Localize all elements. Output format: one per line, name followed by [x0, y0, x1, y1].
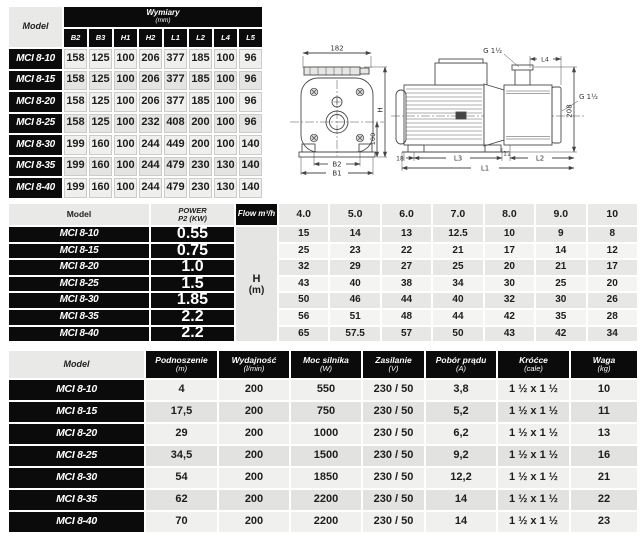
head-value-cell: 38	[381, 276, 432, 293]
value-cell: 100	[113, 177, 138, 199]
performance-table-header	[8, 203, 638, 226]
flow-value-header: 8.0	[484, 203, 535, 226]
value-cell: 4	[145, 379, 218, 401]
group-header-unit: (mm)	[155, 16, 171, 24]
value-cell: 21	[570, 467, 638, 489]
value-cell: 185	[188, 91, 213, 113]
model-cell: MCI 8-20	[8, 259, 150, 276]
head-value-cell: 50	[432, 326, 483, 343]
head-value-cell: 32	[484, 292, 535, 309]
value-cell: 100	[213, 91, 238, 113]
value-cell: 1 ½ x 1 ½	[497, 489, 570, 511]
dim-b1-label: B1	[332, 169, 342, 178]
value-cell: 125	[88, 70, 113, 92]
model-cell: MCI 8-15	[8, 70, 63, 92]
value-cell: 479	[163, 156, 188, 178]
model-cell: MCI 8-10	[8, 48, 63, 70]
column-header-b2: B2	[63, 28, 88, 48]
value-cell: 158	[63, 70, 88, 92]
head-value-cell: 22	[381, 243, 432, 260]
value-cell: 408	[163, 113, 188, 135]
value-cell: 158	[63, 113, 88, 135]
head-value-cell: 23	[329, 243, 380, 260]
table-row	[8, 423, 638, 445]
model-cell: MCI 8-35	[8, 156, 63, 178]
head-value-cell: 8	[587, 226, 638, 243]
value-cell: 100	[113, 134, 138, 156]
value-cell: 1500	[290, 445, 362, 467]
value-cell: 200	[188, 113, 213, 135]
dim-11-label: 11	[503, 150, 511, 158]
table-row	[8, 379, 638, 401]
pump-front-view	[290, 45, 387, 178]
power-cell: 2.2	[150, 309, 235, 326]
value-cell: 244	[138, 177, 163, 199]
value-cell: 230 / 50	[362, 379, 425, 401]
value-cell: 100	[213, 113, 238, 135]
value-cell: 14	[425, 489, 497, 511]
dim-208-label: 208	[565, 104, 574, 118]
power-cell: 1.5	[150, 276, 235, 293]
value-cell: 199	[63, 156, 88, 178]
specs-header-moc-silnika: Moc silnika (W)	[290, 350, 362, 379]
value-cell: 1000	[290, 423, 362, 445]
flow-value-header: 10	[587, 203, 638, 226]
value-cell: 230 / 50	[362, 401, 425, 423]
value-cell: 230 / 50	[362, 423, 425, 445]
table-row	[8, 445, 638, 467]
table-row	[8, 70, 263, 92]
dim-l1-label: L1	[480, 164, 490, 173]
head-value-cell: 46	[329, 292, 380, 309]
model-cell: MCI 8-25	[8, 113, 63, 135]
value-cell: 9,2	[425, 445, 497, 467]
flow-value-header: 4.0	[278, 203, 329, 226]
head-unit-cell	[235, 226, 278, 342]
model-cell: MCI 8-20	[8, 91, 63, 113]
value-cell: 140	[238, 156, 263, 178]
value-cell: 100	[113, 48, 138, 70]
pump-performance-table	[8, 203, 638, 342]
head-value-cell: 21	[535, 259, 586, 276]
value-cell: 125	[88, 91, 113, 113]
value-cell: 200	[218, 489, 290, 511]
head-value-cell: 30	[535, 292, 586, 309]
table-row	[8, 243, 638, 260]
value-cell: 160	[88, 177, 113, 199]
column-header-h1: H1	[113, 28, 138, 48]
dim-b2-label: B2	[332, 160, 342, 169]
pump-specs-table	[8, 350, 638, 533]
value-cell: 230	[188, 177, 213, 199]
value-cell: 230 / 50	[362, 489, 425, 511]
value-cell: 14	[425, 511, 497, 533]
specs-table-header	[8, 350, 638, 379]
value-cell: 232	[138, 113, 163, 135]
value-cell: 100	[113, 156, 138, 178]
g-thread-right-label: G 1½	[579, 93, 598, 101]
head-value-cell: 30	[484, 276, 535, 293]
dimensions-group-header	[63, 6, 263, 28]
value-cell: 160	[88, 156, 113, 178]
head-value-cell: 28	[587, 309, 638, 326]
table-row	[8, 326, 638, 343]
model-cell: MCI 8-35	[8, 309, 150, 326]
value-cell: 12,2	[425, 467, 497, 489]
table-row	[8, 276, 638, 293]
head-value-cell: 10	[484, 226, 535, 243]
value-cell: 34,5	[145, 445, 218, 467]
power-cell: 0.75	[150, 243, 235, 260]
value-cell: 244	[138, 134, 163, 156]
value-cell: 185	[188, 48, 213, 70]
power-cell: 1.85	[150, 292, 235, 309]
table-row	[8, 511, 638, 533]
power-header-line2: P2 (KW)	[178, 213, 207, 223]
specs-model-header: Model	[8, 350, 145, 379]
model-cell: MCI 8-30	[8, 467, 145, 489]
value-cell: 1 ½ x 1 ½	[497, 467, 570, 489]
flow-value-header: 7.0	[432, 203, 483, 226]
head-value-cell: 21	[432, 243, 483, 260]
table-row	[8, 292, 638, 309]
value-cell: 200	[188, 134, 213, 156]
value-cell: 199	[63, 177, 88, 199]
dim-l4-label: L4	[541, 55, 549, 64]
group-header-title: Wymiary	[146, 8, 180, 18]
performance-model-header: Model	[8, 203, 150, 226]
value-cell: 5,2	[425, 401, 497, 423]
value-cell: 54	[145, 467, 218, 489]
specs-table-rows	[8, 379, 638, 533]
value-cell: 206	[138, 70, 163, 92]
power-header-line1: POWER	[178, 205, 207, 215]
value-cell: 16	[570, 445, 638, 467]
value-cell: 750	[290, 401, 362, 423]
value-cell: 100	[113, 91, 138, 113]
column-header-l1: L1	[163, 28, 188, 48]
flow-value-header: 6.0	[381, 203, 432, 226]
dim-l3-label: L3	[453, 154, 463, 163]
value-cell: 377	[163, 70, 188, 92]
head-value-cell: 26	[587, 292, 638, 309]
technical-drawing-svg	[288, 40, 638, 200]
value-cell: 22	[570, 489, 638, 511]
head-value-cell: 9	[535, 226, 586, 243]
head-value-cell: 48	[381, 309, 432, 326]
dim-l2-label: L2	[535, 154, 545, 163]
value-cell: 2200	[290, 511, 362, 533]
value-cell: 1 ½ x 1 ½	[497, 401, 570, 423]
value-cell: 29	[145, 423, 218, 445]
flow-value-header: 9.0	[535, 203, 586, 226]
performance-power-header	[150, 203, 235, 226]
specs-header-krocce: Króćce (cale)	[497, 350, 570, 379]
value-cell: 125	[88, 48, 113, 70]
head-value-cell: 25	[535, 276, 586, 293]
head-value-cell: 51	[329, 309, 380, 326]
head-value-cell: 56	[278, 309, 329, 326]
model-cell: MCI 8-20	[8, 423, 145, 445]
table-row	[8, 48, 263, 70]
model-cell: MCI 8-30	[8, 292, 150, 309]
model-cell: MCI 8-25	[8, 445, 145, 467]
value-cell: 10	[570, 379, 638, 401]
value-cell: 140	[238, 177, 263, 199]
head-value-cell: 44	[381, 292, 432, 309]
table-row	[8, 259, 638, 276]
value-cell: 100	[213, 70, 238, 92]
value-cell: 199	[63, 134, 88, 156]
head-unit-unit: (m)	[248, 284, 265, 296]
head-value-cell: 14	[329, 226, 380, 243]
value-cell: 3,8	[425, 379, 497, 401]
head-value-cell: 40	[432, 292, 483, 309]
value-cell: 230 / 50	[362, 467, 425, 489]
value-cell: 200	[218, 511, 290, 533]
value-cell: 130	[213, 156, 238, 178]
head-value-cell: 40	[329, 276, 380, 293]
value-cell: 200	[218, 467, 290, 489]
dimensions-model-header: Model	[8, 6, 63, 48]
value-cell: 550	[290, 379, 362, 401]
table-row	[8, 177, 263, 199]
specs-header-wydajnosc: Wydajność (l/min)	[218, 350, 290, 379]
flow-header: Flow m³/h	[235, 203, 278, 226]
specs-header-podnoszenie: Podnoszenie (m)	[145, 350, 218, 379]
head-value-cell: 65	[278, 326, 329, 343]
head-value-cell: 13	[381, 226, 432, 243]
head-unit-symbol: H	[252, 272, 261, 285]
flow-value-header: 5.0	[329, 203, 380, 226]
value-cell: 206	[138, 48, 163, 70]
value-cell: 17,5	[145, 401, 218, 423]
head-value-cell: 17	[484, 243, 535, 260]
value-cell: 200	[218, 379, 290, 401]
head-value-cell: 15	[278, 226, 329, 243]
value-cell: 96	[238, 91, 263, 113]
dimensions-table-header	[8, 6, 263, 48]
column-header-h2: H2	[138, 28, 163, 48]
model-cell: MCI 8-15	[8, 243, 150, 260]
value-cell: 100	[213, 48, 238, 70]
head-value-cell: 12	[587, 243, 638, 260]
value-cell: 1 ½ x 1 ½	[497, 445, 570, 467]
column-header-l2: L2	[188, 28, 213, 48]
head-value-cell: 57.5	[329, 326, 380, 343]
table-row	[8, 134, 263, 156]
value-cell: 100	[213, 134, 238, 156]
value-cell: 1 ½ x 1 ½	[497, 511, 570, 533]
value-cell: 70	[145, 511, 218, 533]
dimensions-table-rows	[8, 48, 263, 199]
pump-dimensions-table	[8, 6, 263, 199]
value-cell: 200	[218, 423, 290, 445]
table-row	[8, 113, 263, 135]
head-value-cell: 34	[587, 326, 638, 343]
head-value-cell: 57	[381, 326, 432, 343]
specs-header-waga: Waga (kg)	[570, 350, 638, 379]
value-cell: 11	[570, 401, 638, 423]
value-cell: 230	[188, 156, 213, 178]
head-value-cell: 25	[278, 243, 329, 260]
head-value-cell: 42	[484, 309, 535, 326]
value-cell: 244	[138, 156, 163, 178]
head-value-cell: 29	[329, 259, 380, 276]
value-cell: 377	[163, 91, 188, 113]
head-value-cell: 42	[535, 326, 586, 343]
model-cell: MCI 8-30	[8, 134, 63, 156]
head-value-cell: 20	[484, 259, 535, 276]
dim-18-label: 18	[396, 155, 404, 163]
value-cell: 230 / 50	[362, 511, 425, 533]
value-cell: 449	[163, 134, 188, 156]
table-row	[8, 467, 638, 489]
value-cell: 13	[570, 423, 638, 445]
value-cell: 158	[63, 48, 88, 70]
dim-h-label: H	[376, 107, 385, 113]
value-cell: 100	[113, 70, 138, 92]
column-header-b3: B3	[88, 28, 113, 48]
power-cell: 1.0	[150, 259, 235, 276]
model-cell: MCI 8-10	[8, 226, 150, 243]
value-cell: 125	[88, 113, 113, 135]
value-cell: 140	[238, 134, 263, 156]
table-row	[8, 226, 638, 243]
power-cell: 2.2	[150, 326, 235, 343]
value-cell: 1 ½ x 1 ½	[497, 423, 570, 445]
head-value-cell: 32	[278, 259, 329, 276]
value-cell: 62	[145, 489, 218, 511]
value-cell: 158	[63, 91, 88, 113]
head-value-cell: 34	[432, 276, 483, 293]
model-cell: MCI 8-40	[8, 511, 145, 533]
pump-technical-drawing	[288, 40, 638, 200]
value-cell: 6,2	[425, 423, 497, 445]
dim-100-label: 100	[369, 132, 377, 146]
value-cell: 230 / 50	[362, 445, 425, 467]
model-cell: MCI 8-40	[8, 177, 63, 199]
value-cell: 377	[163, 48, 188, 70]
model-cell: MCI 8-25	[8, 276, 150, 293]
head-value-cell: 17	[587, 259, 638, 276]
value-cell: 130	[213, 177, 238, 199]
value-cell: 160	[88, 134, 113, 156]
power-cell: 0.55	[150, 226, 235, 243]
dim-182-label: 182	[330, 44, 344, 53]
g-thread-top-label: G 1½	[483, 47, 502, 55]
specs-header-pobor-pradu: Pobór prądu (A)	[425, 350, 497, 379]
dimensions-column-headers	[63, 28, 263, 48]
value-cell: 96	[238, 70, 263, 92]
model-cell: MCI 8-40	[8, 326, 150, 343]
model-cell: MCI 8-10	[8, 379, 145, 401]
table-row	[8, 156, 263, 178]
table-row	[8, 401, 638, 423]
table-row	[8, 489, 638, 511]
head-value-cell: 44	[432, 309, 483, 326]
model-cell: MCI 8-15	[8, 401, 145, 423]
head-value-cell: 50	[278, 292, 329, 309]
value-cell: 96	[238, 113, 263, 135]
value-cell: 100	[113, 113, 138, 135]
value-cell: 206	[138, 91, 163, 113]
model-cell: MCI 8-35	[8, 489, 145, 511]
head-value-cell: 12.5	[432, 226, 483, 243]
column-header-l5: L5	[238, 28, 263, 48]
head-value-cell: 35	[535, 309, 586, 326]
performance-table-rows	[8, 226, 638, 342]
value-cell: 185	[188, 70, 213, 92]
pump-side-view	[391, 47, 598, 173]
value-cell: 1850	[290, 467, 362, 489]
column-header-l4: L4	[213, 28, 238, 48]
value-cell: 200	[218, 401, 290, 423]
value-cell: 479	[163, 177, 188, 199]
specs-header-zasilanie: Zasilanie (V)	[362, 350, 425, 379]
head-value-cell: 20	[587, 276, 638, 293]
value-cell: 200	[218, 445, 290, 467]
value-cell: 1 ½ x 1 ½	[497, 379, 570, 401]
table-row	[8, 309, 638, 326]
head-value-cell: 25	[432, 259, 483, 276]
value-cell: 23	[570, 511, 638, 533]
head-value-cell: 14	[535, 243, 586, 260]
head-value-cell: 43	[278, 276, 329, 293]
value-cell: 96	[238, 48, 263, 70]
table-row	[8, 91, 263, 113]
head-value-cell: 27	[381, 259, 432, 276]
value-cell: 2200	[290, 489, 362, 511]
head-value-cell: 43	[484, 326, 535, 343]
